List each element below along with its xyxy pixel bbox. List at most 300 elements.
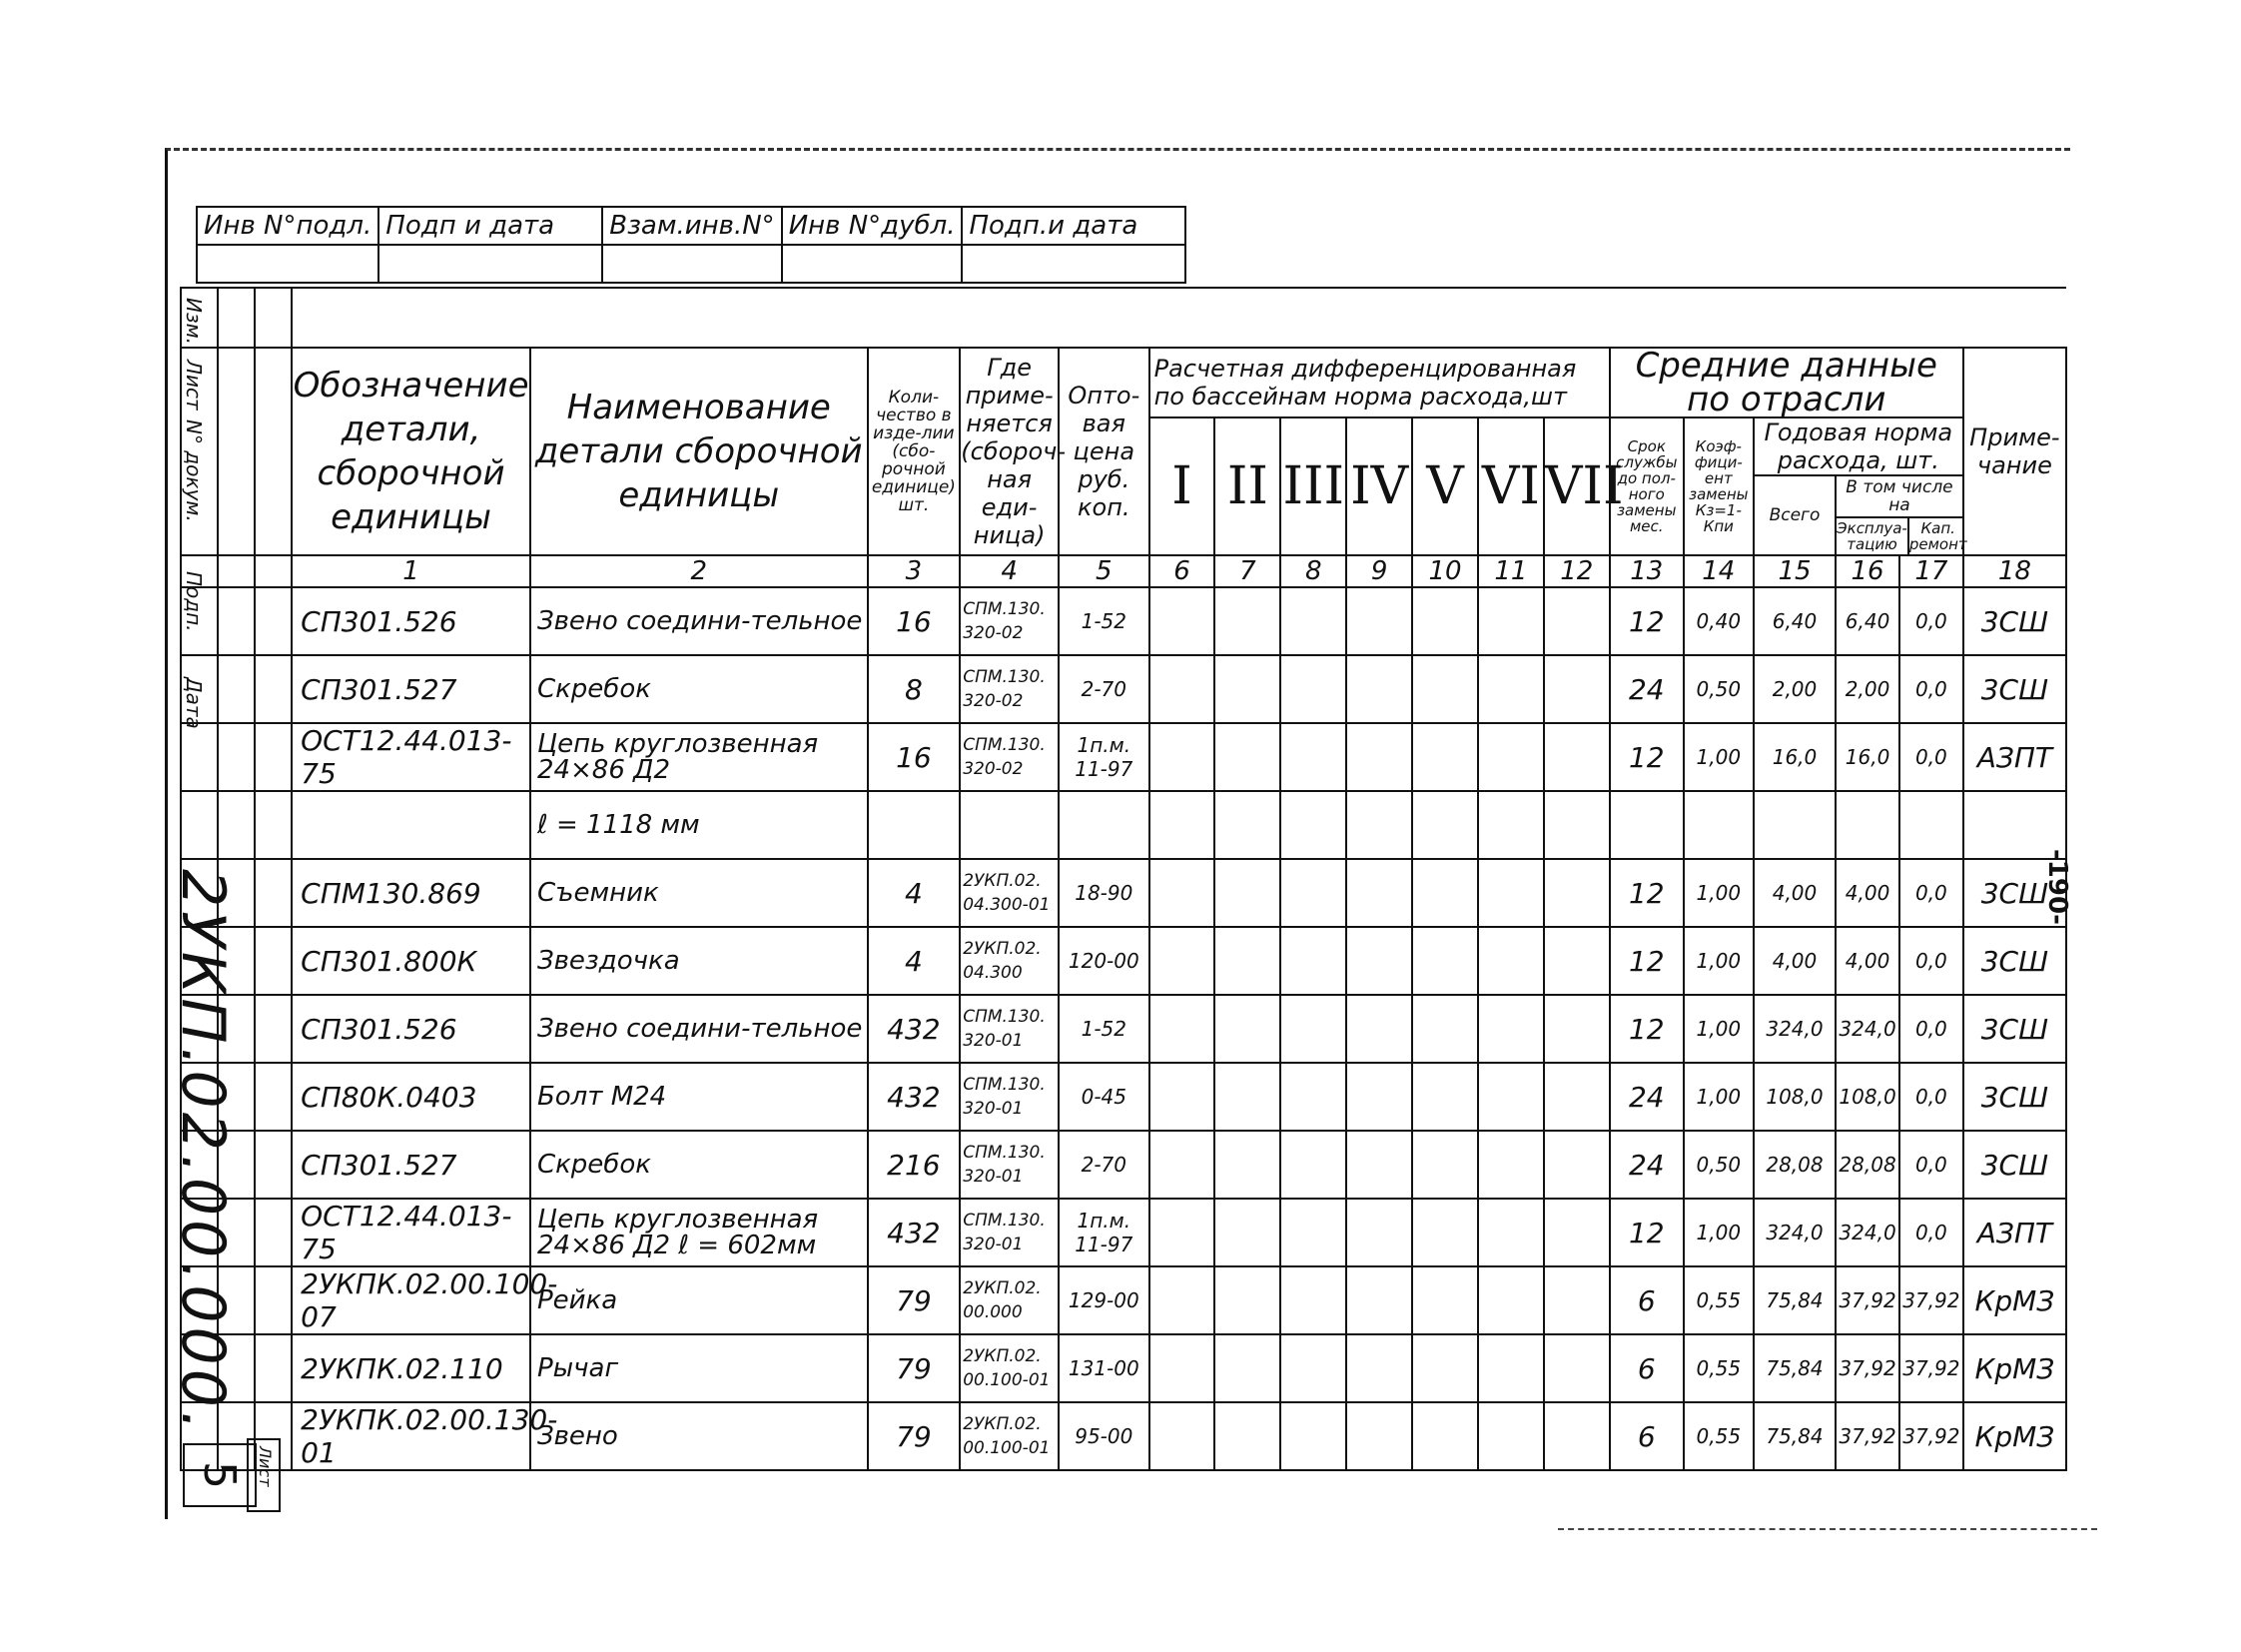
annual-repair: 0,0: [1899, 995, 1963, 1063]
part-price: 120-00: [1059, 927, 1149, 995]
part-price: 1-52: [1059, 995, 1149, 1063]
basin-cell: [1149, 1199, 1215, 1266]
basin-cell: [1280, 723, 1346, 791]
annual-repair: 0,0: [1899, 723, 1963, 791]
replace-coefficient: 0,50: [1684, 1131, 1754, 1199]
part-code: СП301.526: [292, 587, 530, 655]
basin-cell: [1280, 655, 1346, 723]
annual-total: 6,40: [1754, 587, 1836, 655]
basin-cell: [1214, 1131, 1280, 1199]
column-number: 16: [1837, 556, 1900, 586]
basin-cell: [1280, 1063, 1346, 1131]
part-name: Рычаг: [530, 1334, 868, 1402]
part-price: 95-00: [1059, 1402, 1149, 1470]
replace-coefficient: 1,00: [1684, 1063, 1754, 1131]
part-quantity: 4: [868, 927, 961, 995]
part-price: 2-70: [1059, 655, 1149, 723]
stamp-inv-podl: Инв N°подл.: [197, 207, 378, 245]
part-name: Скребок: [530, 1131, 868, 1199]
part-quantity: 16: [868, 723, 961, 791]
annual-operation: 16,0: [1836, 723, 1899, 791]
column-number: 9: [1346, 555, 1412, 587]
basin-cell: [1412, 927, 1478, 995]
column-number-row: [181, 555, 2066, 587]
replace-coefficient: 0,40: [1684, 587, 1754, 655]
part-where-used: СПМ.130. 320-01: [960, 1199, 1059, 1266]
part-where-used: СПМ.130. 320-01: [960, 1131, 1059, 1199]
part-price: 1-52: [1059, 587, 1149, 655]
part-where-used: 2УКП.02. 00.000: [960, 1266, 1059, 1334]
part-note: 3СШ: [1963, 927, 2066, 995]
basin-cell: [1214, 723, 1280, 791]
basin-cell: [1478, 1063, 1544, 1131]
basin-cell: [1214, 1199, 1280, 1266]
basin-cell: [1214, 655, 1280, 723]
basin-cell: [1149, 1131, 1215, 1199]
service-life: 12: [1610, 1199, 1684, 1266]
part-price: 2-70: [1059, 1131, 1149, 1199]
header-basin-1: I: [1149, 417, 1215, 555]
basin-cell: [1214, 791, 1280, 859]
part-name: Цепь круглозвенная 24×86 Д2: [530, 723, 868, 791]
column-number: 14: [1684, 555, 1754, 587]
table-row: [181, 859, 2066, 927]
sheet-number-label: [247, 1438, 281, 1512]
basin-cell: [1544, 927, 1610, 995]
part-code: 2УКПК.02.00.100-07: [292, 1266, 530, 1334]
part-name: Звено соедини-тельное: [530, 587, 868, 655]
basin-cell: [1544, 655, 1610, 723]
part-code: СП301.527: [292, 655, 530, 723]
basin-cell: [1214, 587, 1280, 655]
service-life: 24: [1610, 1131, 1684, 1199]
part-quantity: 4: [868, 859, 961, 927]
part-where-used: СПМ.130. 320-02: [960, 723, 1059, 791]
basin-cell: [1412, 587, 1478, 655]
basin-cell: [1346, 1266, 1412, 1334]
strip-label-list: Лист: [182, 360, 206, 411]
basin-cell: [1544, 791, 1610, 859]
part-name: Цепь круглозвенная 24×86 Д2 ℓ = 602мм: [530, 1199, 868, 1266]
part-price: 18-90: [1059, 859, 1149, 927]
part-where-used: СПМ.130. 320-01: [960, 1063, 1059, 1131]
replace-coefficient: [1684, 791, 1754, 859]
column-number: 2: [530, 555, 868, 587]
basin-cell: [1412, 723, 1478, 791]
column-number: 5: [1059, 555, 1149, 587]
part-name: Рейка: [530, 1266, 868, 1334]
part-name: Звездочка: [530, 927, 868, 995]
stamp-blank: [602, 245, 781, 283]
basin-cell: [1544, 995, 1610, 1063]
part-name: Съемник: [530, 859, 868, 927]
part-code: ОСТ12.44.013-75: [292, 723, 530, 791]
basin-cell: [1280, 859, 1346, 927]
replace-coefficient: 1,00: [1684, 927, 1754, 995]
service-life: 6: [1610, 1266, 1684, 1334]
page-number: -190-: [2042, 849, 2072, 925]
basin-cell: [1544, 587, 1610, 655]
sheet-label: Лист: [256, 1446, 275, 1487]
basin-cell: [1346, 995, 1412, 1063]
basin-cell: [1544, 1402, 1610, 1470]
header-basin-7: VII: [1544, 417, 1610, 555]
stamp-table: [196, 206, 1186, 284]
annual-repair: 0,0: [1899, 1063, 1963, 1131]
basin-cell: [1346, 587, 1412, 655]
basin-cell: [1478, 791, 1544, 859]
part-name: Звено соедини-тельное: [530, 995, 868, 1063]
basin-cell: [1214, 927, 1280, 995]
basin-cell: [1544, 1266, 1610, 1334]
strip-label-izm: Изм.: [182, 298, 206, 346]
part-quantity: 432: [868, 1063, 961, 1131]
basin-cell: [1544, 1199, 1610, 1266]
basin-cell: [1478, 1266, 1544, 1334]
column-number: 10: [1412, 555, 1478, 587]
annual-total: 108,0: [1754, 1063, 1836, 1131]
header-including: В том числе на: [1837, 476, 1962, 518]
part-where-used: [960, 791, 1059, 859]
table-row: [181, 791, 2066, 859]
basin-cell: [1478, 995, 1544, 1063]
basin-cell: [1412, 791, 1478, 859]
service-life: 24: [1610, 655, 1684, 723]
basin-cell: [1412, 859, 1478, 927]
annual-total: 28,08: [1754, 1131, 1836, 1199]
basin-cell: [1149, 1334, 1215, 1402]
part-where-used: 2УКП.02. 04.300-01: [960, 859, 1059, 927]
basin-cell: [1149, 723, 1215, 791]
header-designation: Обозначение детали, сборочной единицы: [292, 348, 530, 555]
part-code: СП80К.0403: [292, 1063, 530, 1131]
basin-cell: [1346, 1063, 1412, 1131]
annual-operation: 324,0: [1836, 995, 1899, 1063]
header-quantity: Коли-чество в изде-лии (сбо-рочной единице) шт.: [868, 348, 961, 555]
basin-cell: [1214, 859, 1280, 927]
basin-cell: [1478, 1131, 1544, 1199]
annual-total: 4,00: [1754, 859, 1836, 927]
header-price: Опто-вая цена руб. коп.: [1059, 348, 1149, 555]
annual-repair: 0,0: [1899, 587, 1963, 655]
basin-cell: [1346, 1402, 1412, 1470]
basin-cell: [1478, 723, 1544, 791]
replace-coefficient: 0,55: [1684, 1402, 1754, 1470]
basin-cell: [1346, 1199, 1412, 1266]
strip-label-podp: Подп.: [182, 571, 206, 632]
basin-cell: [1280, 1334, 1346, 1402]
basin-cell: [1214, 1402, 1280, 1470]
part-price: 129-00: [1059, 1266, 1149, 1334]
basin-cell: [1214, 1266, 1280, 1334]
basin-cell: [1478, 1334, 1544, 1402]
annual-operation: 324,0: [1836, 1199, 1899, 1266]
annual-total: 75,84: [1754, 1266, 1836, 1334]
basin-cell: [1478, 859, 1544, 927]
bottom-dashed-line: [1558, 1528, 2097, 1530]
part-name: ℓ = 1118 мм: [530, 791, 868, 859]
replace-coefficient: 0,50: [1684, 655, 1754, 723]
header-service-life: Срок службы до пол-ного замены мес.: [1610, 417, 1684, 555]
part-note: АЗПТ: [1963, 723, 2066, 791]
annual-repair: 0,0: [1899, 859, 1963, 927]
annual-total: 75,84: [1754, 1402, 1836, 1470]
basin-cell: [1280, 927, 1346, 995]
column-number: 8: [1280, 555, 1346, 587]
header-where-used: Где приме-няется (сбороч-ная еди-ница): [960, 348, 1059, 555]
table-row: [181, 1063, 2066, 1131]
part-quantity: 216: [868, 1131, 961, 1199]
basin-cell: [1544, 859, 1610, 927]
stamp-vzam-inv: Взам.инв.N°: [602, 207, 781, 245]
annual-operation: 28,08: [1836, 1131, 1899, 1199]
stamp-inv-dubl: Инв N°дубл.: [782, 207, 963, 245]
part-code: СП301.527: [292, 1131, 530, 1199]
table-row: [181, 995, 2066, 1063]
basin-cell: [1280, 1199, 1346, 1266]
part-price: [1059, 791, 1149, 859]
column-number: 3: [868, 555, 961, 587]
part-note: 3СШ: [1963, 995, 2066, 1063]
table-row: [181, 1266, 2066, 1334]
basin-cell: [1149, 1063, 1215, 1131]
service-life: 6: [1610, 1334, 1684, 1402]
basin-cell: [1149, 859, 1215, 927]
annual-repair: 0,0: [1899, 927, 1963, 995]
replace-coefficient: 1,00: [1684, 995, 1754, 1063]
basin-cell: [1149, 791, 1215, 859]
part-price: 1п.м. 11-97: [1059, 723, 1149, 791]
basin-cell: [1149, 655, 1215, 723]
basin-cell: [1412, 1131, 1478, 1199]
part-note: 3СШ: [1963, 859, 2066, 927]
header-blank: [292, 288, 2066, 348]
basin-cell: [1412, 1266, 1478, 1334]
part-name: Звено: [530, 1402, 868, 1470]
table-row: [181, 927, 2066, 995]
service-life: 12: [1610, 927, 1684, 995]
header-basin-6: VI: [1478, 417, 1544, 555]
header-operation: Эксплуа-тацию: [1837, 519, 1907, 553]
stamp-podp-data-2: Подп.и дата: [962, 207, 1185, 245]
basin-cell: [1478, 1402, 1544, 1470]
column-number: 6: [1149, 555, 1215, 587]
replace-coefficient: 1,00: [1684, 723, 1754, 791]
part-where-used: 2УКП.02. 04.300: [960, 927, 1059, 995]
basin-cell: [1544, 1131, 1610, 1199]
header-basin-5: V: [1412, 417, 1478, 555]
replace-coefficient: 1,00: [1684, 859, 1754, 927]
column-number: 18: [1963, 555, 2066, 587]
service-life: 12: [1610, 587, 1684, 655]
annual-operation: 2,00: [1836, 655, 1899, 723]
basin-cell: [1280, 1266, 1346, 1334]
annual-operation: 4,00: [1836, 859, 1899, 927]
part-note: АЗПТ: [1963, 1199, 2066, 1266]
strip-label-dokum: N° докум.: [182, 419, 206, 522]
column-number: 13: [1610, 555, 1684, 587]
basin-cell: [1478, 927, 1544, 995]
header-basin-norm: Расчетная дифференцированная по бассейнам норма расхода,шт: [1149, 348, 1610, 417]
part-name: Болт М24: [530, 1063, 868, 1131]
part-quantity: 79: [868, 1334, 961, 1402]
column-number: 1: [292, 555, 530, 587]
annual-operation: 108,0: [1836, 1063, 1899, 1131]
annual-repair: 0,0: [1899, 655, 1963, 723]
header-coefficient: Коэф-фици-ент замены Кз=1-Кпи: [1684, 417, 1754, 555]
service-life: 6: [1610, 1402, 1684, 1470]
basin-cell: [1280, 995, 1346, 1063]
basin-cell: [1149, 927, 1215, 995]
header-annual-norm: Годовая норма расхода, шт.: [1754, 417, 1963, 475]
column-number: 4: [960, 555, 1059, 587]
basin-cell: [1478, 1199, 1544, 1266]
annual-operation: 6,40: [1836, 587, 1899, 655]
header-total: Всего: [1754, 475, 1836, 555]
annual-total: 75,84: [1754, 1334, 1836, 1402]
stamp-blank: [962, 245, 1185, 283]
annual-total: 2,00: [1754, 655, 1836, 723]
replace-coefficient: 0,55: [1684, 1266, 1754, 1334]
header-name: Наименование детали сборочной единицы: [530, 348, 868, 555]
basin-cell: [1346, 791, 1412, 859]
annual-operation: 37,92: [1836, 1334, 1899, 1402]
column-number: 15: [1754, 555, 1836, 587]
service-life: 12: [1610, 859, 1684, 927]
header-basin-4: IV: [1346, 417, 1412, 555]
basin-cell: [1214, 1334, 1280, 1402]
basin-cell: [1149, 1402, 1215, 1470]
parts-table: [180, 287, 2067, 1471]
part-where-used: СПМ.130. 320-01: [960, 995, 1059, 1063]
basin-cell: [1214, 995, 1280, 1063]
annual-repair: 37,92: [1899, 1402, 1963, 1470]
part-note: КрМЗ: [1963, 1334, 2066, 1402]
annual-total: 324,0: [1754, 1199, 1836, 1266]
annual-operation: [1836, 791, 1899, 859]
part-where-used: СПМ.130. 320-02: [960, 655, 1059, 723]
column-number: 7: [1214, 555, 1280, 587]
table-row: [181, 655, 2066, 723]
basin-cell: [1412, 1402, 1478, 1470]
annual-repair: 0,0: [1899, 1131, 1963, 1199]
service-life: 12: [1610, 723, 1684, 791]
part-quantity: 432: [868, 1199, 961, 1266]
stamp-podp-data: Подп и дата: [378, 207, 602, 245]
basin-cell: [1412, 1199, 1478, 1266]
column-number: 12: [1544, 555, 1610, 587]
part-where-used: 2УКП.02. 00.100-01: [960, 1402, 1059, 1470]
service-life: 24: [1610, 1063, 1684, 1131]
stamp-blank: [378, 245, 602, 283]
table-row: [181, 1131, 2066, 1199]
annual-total: 16,0: [1754, 723, 1836, 791]
basin-cell: [1346, 927, 1412, 995]
service-life: [1610, 791, 1684, 859]
table-row: [181, 1334, 2066, 1402]
part-code: СПМ130.869: [292, 859, 530, 927]
table-row: [181, 587, 2066, 655]
part-where-used: СПМ.130. 320-02: [960, 587, 1059, 655]
basin-cell: [1412, 655, 1478, 723]
part-price: 0-45: [1059, 1063, 1149, 1131]
basin-cell: [1412, 995, 1478, 1063]
basin-cell: [1346, 1334, 1412, 1402]
stamp-blank: [782, 245, 963, 283]
basin-cell: [1544, 1334, 1610, 1402]
strip-label-data: Дата: [182, 677, 206, 729]
annual-operation: 4,00: [1836, 927, 1899, 995]
part-quantity: 79: [868, 1266, 961, 1334]
basin-cell: [1280, 1402, 1346, 1470]
basin-cell: [1346, 859, 1412, 927]
header-basin-2: II: [1214, 417, 1280, 555]
column-number: 11: [1478, 555, 1544, 587]
part-code: 2УКПК.02.00.130-01: [292, 1402, 530, 1470]
header-repair: Кап. ремонт: [1908, 519, 1967, 553]
part-note: 3СШ: [1963, 655, 2066, 723]
part-price: 1п.м. 11-97: [1059, 1199, 1149, 1266]
table-row: [181, 723, 2066, 791]
part-code: СП301.800К: [292, 927, 530, 995]
annual-repair: 37,92: [1899, 1266, 1963, 1334]
basin-cell: [1412, 1334, 1478, 1402]
part-code: 2УКПК.02.110: [292, 1334, 530, 1402]
part-quantity: 8: [868, 655, 961, 723]
part-code: [292, 791, 530, 859]
basin-cell: [1346, 655, 1412, 723]
annual-total: [1754, 791, 1836, 859]
basin-cell: [1346, 1131, 1412, 1199]
part-quantity: 79: [868, 1402, 961, 1470]
part-note: КрМЗ: [1963, 1402, 2066, 1470]
basin-cell: [1280, 587, 1346, 655]
header-note: Приме-чание: [1963, 348, 2066, 555]
part-quantity: 432: [868, 995, 961, 1063]
part-code: СП301.526: [292, 995, 530, 1063]
document-code: 2УКП.02.00.000.: [168, 869, 238, 1434]
basin-cell: [1544, 723, 1610, 791]
table-body: [181, 587, 2066, 1470]
part-quantity: [868, 791, 961, 859]
sheet-number: 5: [183, 1443, 257, 1507]
table-row: [181, 1199, 2066, 1266]
annual-operation: 37,92: [1836, 1402, 1899, 1470]
stamp-blank: [197, 245, 378, 283]
annual-repair: 37,92: [1899, 1334, 1963, 1402]
part-where-used: 2УКП.02. 00.100-01: [960, 1334, 1059, 1402]
basin-cell: [1478, 655, 1544, 723]
basin-cell: [1280, 1131, 1346, 1199]
header-industry-avg: Средние данные по отрасли: [1610, 348, 1963, 417]
basin-cell: [1478, 587, 1544, 655]
basin-cell: [1280, 791, 1346, 859]
part-code: ОСТ12.44.013-75: [292, 1199, 530, 1266]
annual-repair: [1899, 791, 1963, 859]
part-note: 3СШ: [1963, 1131, 2066, 1199]
part-quantity: 16: [868, 587, 961, 655]
basin-cell: [1346, 723, 1412, 791]
part-note: 3СШ: [1963, 587, 2066, 655]
basin-cell: [1149, 995, 1215, 1063]
service-life: 12: [1610, 995, 1684, 1063]
column-number: 17: [1914, 556, 1948, 586]
replace-coefficient: 0,55: [1684, 1334, 1754, 1402]
basin-cell: [1412, 1063, 1478, 1131]
basin-cell: [1214, 1063, 1280, 1131]
replace-coefficient: 1,00: [1684, 1199, 1754, 1266]
annual-operation: 37,92: [1836, 1266, 1899, 1334]
